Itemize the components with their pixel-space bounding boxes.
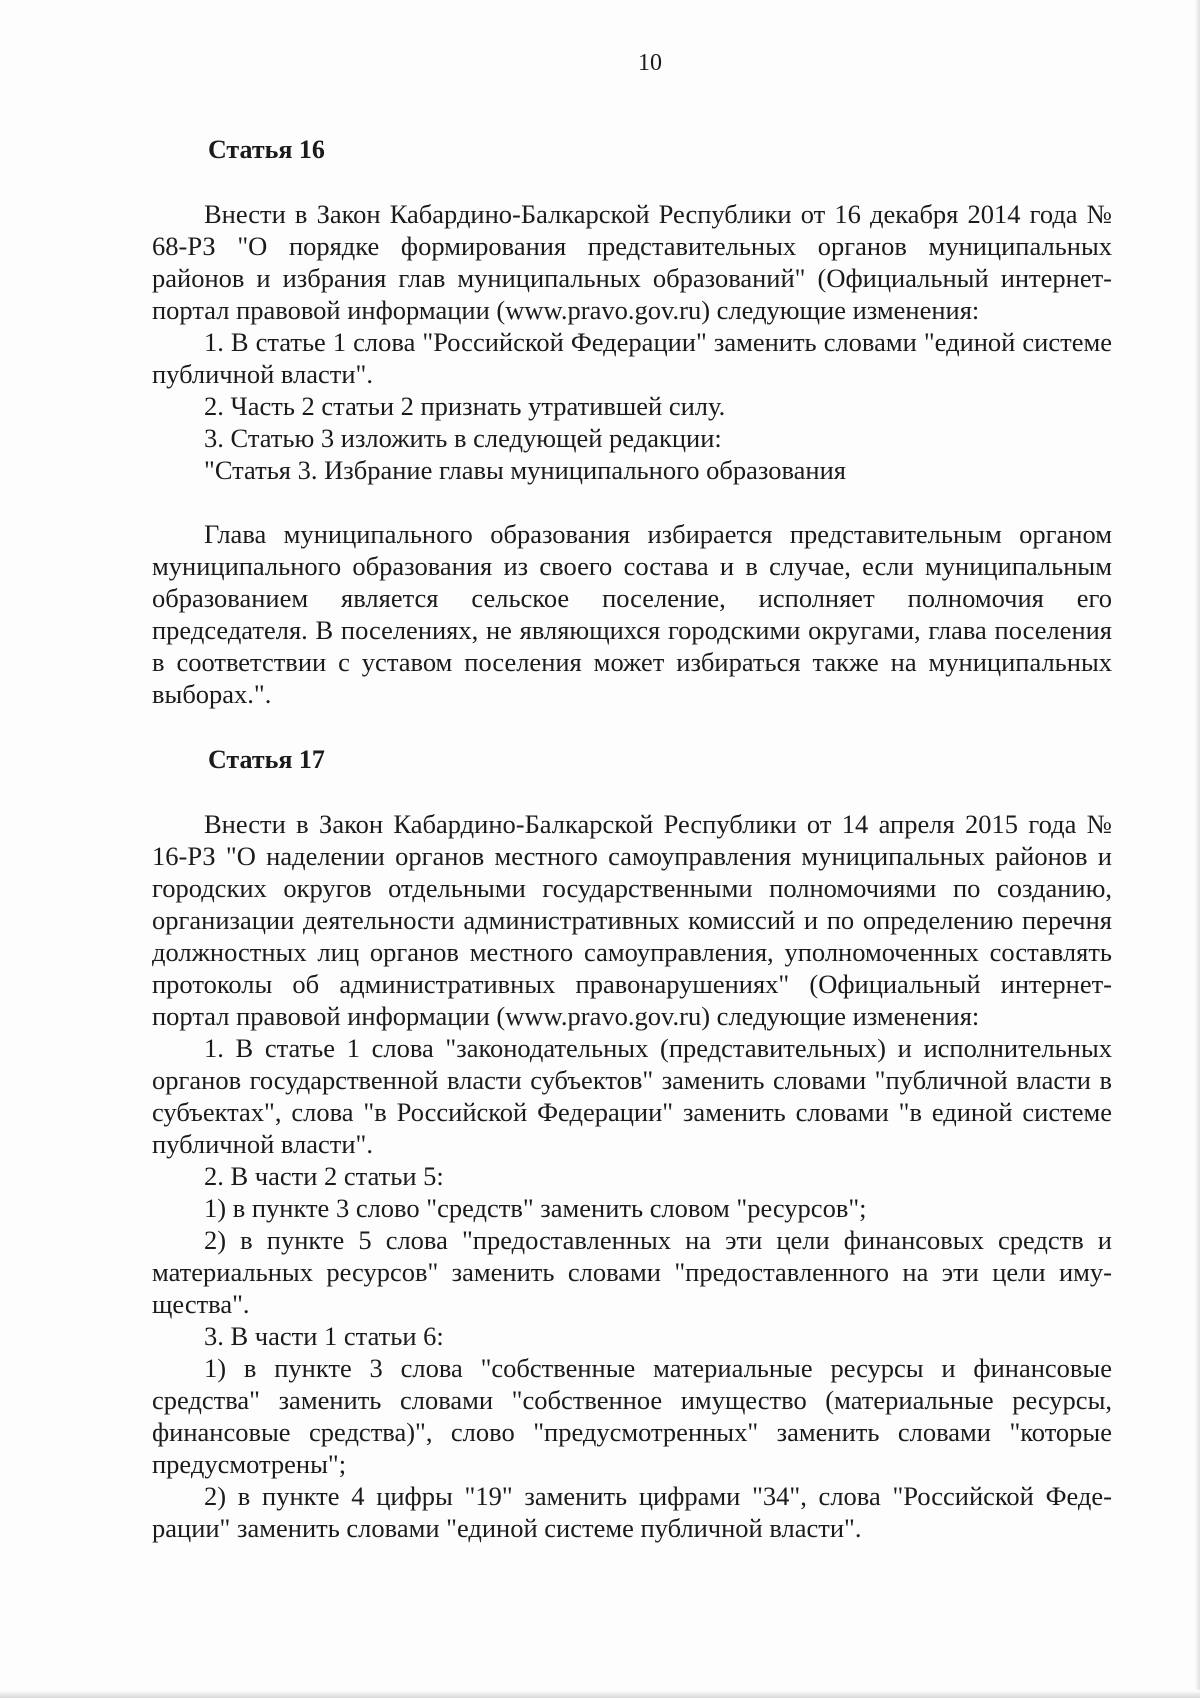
article-16-heading: Статья 16 bbox=[208, 135, 325, 164]
article-17-item-2-sub-2: 2) в пункте 5 слова "предоставленных на эти цели финансовых средств и материальных ресурсов" заменить словами "предоставленного на эти цели имущества". bbox=[152, 1225, 1112, 1319]
article-16-intro: Внести в Закон Кабардино-Балкарской Республики от 16 декабря 2014 года № 68-РЗ "О порядке формирования представительных органов муниципальных районов и избрания глав муниципальных образований" (Официальный интернет-портал правовой информации (www.pravo.gov.ru) следующие изменения: bbox=[152, 199, 1112, 325]
article-17-heading: Статья 17 bbox=[208, 745, 325, 774]
article-17-item-2: 2. В части 2 статьи 5: bbox=[204, 1161, 444, 1191]
article-17 bbox=[152, 742, 1112, 1544]
article-16 bbox=[152, 132, 1112, 710]
article-16-item-3: 3. Статью 3 изложить в следующей редакции: bbox=[204, 423, 722, 453]
article-17-intro: Внести в Закон Кабардино-Балкарской Республики от 14 апреля 2015 года № 16-РЗ "О наделении органов местного самоуправления муниципальных районов и городских округов отдельными государственными полномочиями по созданию, организации деятельности административных комиссий и по определению перечня должностных лиц органов местного самоуправления, уполномоченных составлять протоколы об административных правонарушениях" (Официальный интернет-портал правовой информации (www.pravo.gov.ru) следующие изменения: bbox=[152, 809, 1112, 1031]
scan-edge-bottom bbox=[0, 1690, 1200, 1698]
article-16-item-2: 2. Часть 2 статьи 2 признать утратившей силу. bbox=[204, 391, 726, 421]
page-number: 10 bbox=[638, 50, 662, 76]
article-17-item-3-sub-2: 2) в пункте 4 цифры "19" заменить цифрами "34", слова "Российской Федерации" заменить словами "единой системе публичной власти". bbox=[152, 1481, 1112, 1543]
document-body bbox=[152, 132, 1112, 1544]
scan-edge-right bbox=[1194, 0, 1200, 1698]
article-16-quote-title: "Статья 3. Избрание главы муниципального образования bbox=[204, 455, 846, 485]
article-16-quote-body: Глава муниципального образования избирается представительным органом муниципального образования из своего состава и в случае, если муниципальным образованием является сельское поселение, исполняет полномочия его председателя. В поселениях, не являющихся городскими округами, глава поселения в соответствии с уставом поселения может избираться также на муниципальных выборах.". bbox=[152, 519, 1112, 709]
article-17-item-3: 3. В части 1 статьи 6: bbox=[204, 1321, 444, 1351]
article-17-item-2-sub-1: 1) в пункте 3 слово "средств" заменить словом "ресурсов"; bbox=[204, 1193, 867, 1223]
article-17-item-1: 1. В статье 1 слова "законодательных (представительных) и исполнительных органов государственной власти субъектов" заменить словами "публичной власти в субъектах", слова "в Российской Федерации" заменить словами "в единой системе публичной власти". bbox=[152, 1033, 1112, 1159]
article-17-item-3-sub-1: 1) в пункте 3 слова "собственные материальные ресурсы и финансовые средства" заменить словами "собственное имущество (материальные ресурсы, финансовые средства)", слово "предусмотренных" заменить словами "которые предусмотрены"; bbox=[152, 1353, 1112, 1479]
article-16-item-1: 1. В статье 1 слова "Российской Федерации" заменить словами "единой системе публичной власти". bbox=[152, 327, 1112, 389]
